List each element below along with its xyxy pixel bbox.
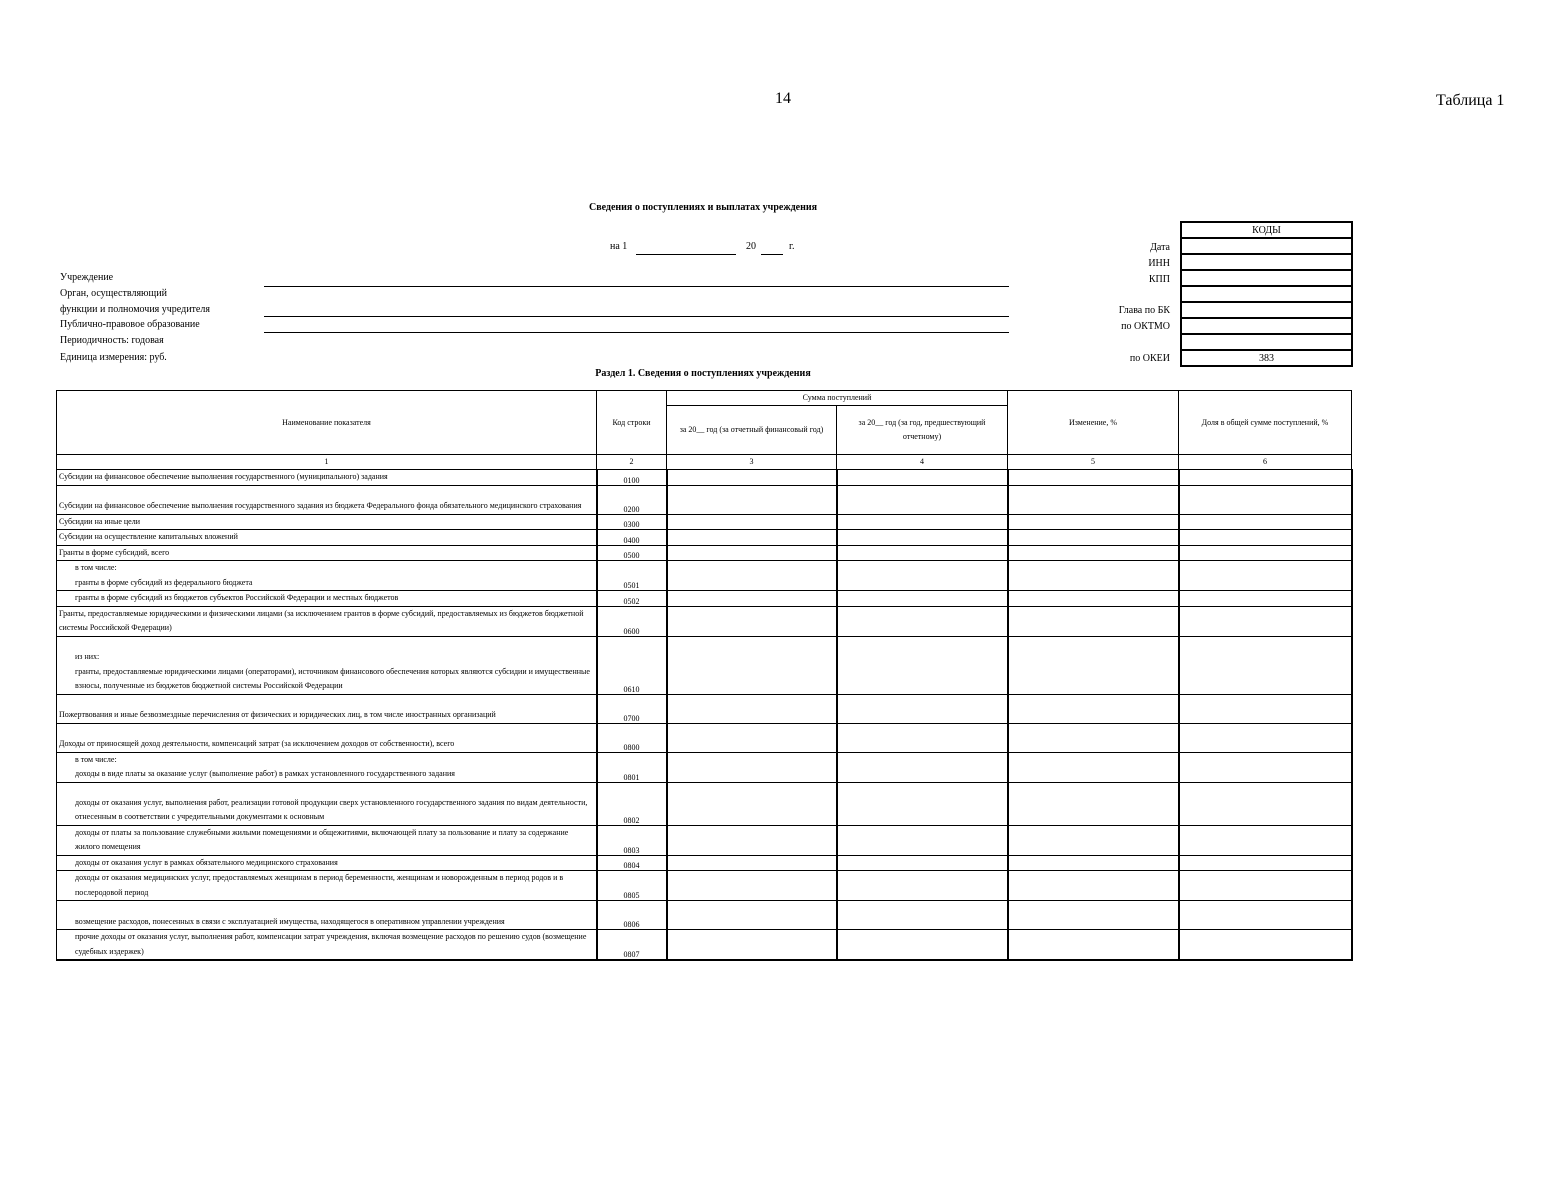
row-code: 0100	[597, 470, 667, 486]
value-report-year[interactable]	[667, 514, 837, 530]
table-row	[57, 470, 1352, 486]
row-code: 0400	[597, 530, 667, 546]
code-label-kpp: КПП	[1148, 274, 1170, 285]
table-row	[57, 855, 1352, 871]
col-number: 4	[837, 455, 1008, 470]
public-entity-line	[264, 332, 1009, 333]
value-prev-year[interactable]	[837, 514, 1008, 530]
date-line	[610, 239, 627, 254]
row-code: 0801	[597, 752, 667, 782]
value-change[interactable]	[1008, 901, 1179, 930]
form-title: Сведения о поступлениях и выплатах учреждения	[588, 202, 818, 213]
row-name: Субсидии на финансовое обеспечение выполнения государственного (муниципального) задания	[57, 470, 597, 486]
value-share[interactable]	[1179, 901, 1352, 930]
row-name: доходы от оказания услуг в рамках обязательного медицинского страхования	[57, 855, 597, 871]
value-change[interactable]	[1008, 591, 1179, 607]
row-code: 0501	[597, 561, 667, 591]
value-change[interactable]	[1008, 930, 1179, 961]
col-header-code: Код строки	[597, 391, 667, 455]
value-share[interactable]	[1179, 782, 1352, 825]
value-prev-year[interactable]	[837, 694, 1008, 723]
table-row	[57, 606, 1352, 636]
label-public-entity: Публично-правовое образование	[60, 319, 200, 330]
row-name: Субсидии на финансовое обеспечение выполнения государственного задания из бюджета Федерального фонда обязательного медицинского страхования	[57, 485, 597, 514]
col-number: 3	[667, 455, 837, 470]
value-prev-year[interactable]	[837, 485, 1008, 514]
row-code: 0300	[597, 514, 667, 530]
row-name: Пожертвования и иные безвозмездные перечисления от физических и юридических лиц, в том числе иностранных организаций	[57, 694, 597, 723]
table-row	[57, 930, 1352, 961]
value-report-year[interactable]	[667, 530, 837, 546]
col-number: 5	[1008, 455, 1179, 470]
table-row	[57, 871, 1352, 901]
value-report-year[interactable]	[667, 782, 837, 825]
value-change[interactable]	[1008, 782, 1179, 825]
label-authority-1: Орган, осуществляющий	[60, 288, 167, 299]
value-change[interactable]	[1008, 694, 1179, 723]
value-prev-year[interactable]	[837, 901, 1008, 930]
value-change[interactable]	[1008, 871, 1179, 901]
table-row	[57, 514, 1352, 530]
col-number: 1	[57, 455, 597, 470]
value-report-year[interactable]	[667, 694, 837, 723]
row-code: 0802	[597, 782, 667, 825]
value-share[interactable]	[1179, 606, 1352, 636]
value-change[interactable]	[1008, 561, 1179, 591]
row-name: прочие доходы от оказания услуг, выполнения работ, компенсации затрат учреждения, включая возмещение расходов по решению судов (возмещение судебных издержек)	[57, 930, 597, 961]
table-row	[57, 723, 1352, 752]
row-code: 0805	[597, 871, 667, 901]
value-report-year[interactable]	[667, 930, 837, 961]
date-prefix: на 1	[610, 241, 628, 252]
label-unit: Единица измерения: руб.	[60, 352, 167, 363]
col-number: 6	[1179, 455, 1352, 470]
date-year-prefix: 20	[746, 241, 756, 252]
value-change[interactable]	[1008, 825, 1179, 855]
row-code: 0600	[597, 606, 667, 636]
value-share[interactable]	[1179, 636, 1352, 694]
table-row	[57, 752, 1352, 782]
row-code: 0610	[597, 636, 667, 694]
row-code: 0807	[597, 930, 667, 961]
row-name: из них: гранты, предоставляемые юридическими лицами (операторами), источником финансового обеспечения которых являются субсидии и имущественные взносы, полученные из бюджетов бюджетной системы Российской Федерации	[57, 636, 597, 694]
col-header-receipts-group: Сумма поступлений	[667, 391, 1008, 406]
code-inn-cell[interactable]	[1181, 254, 1352, 270]
receipts-table	[56, 390, 1353, 961]
codes-header: КОДЫ	[1181, 222, 1352, 238]
codes-box	[1180, 221, 1353, 367]
value-prev-year[interactable]	[837, 530, 1008, 546]
row-name: в том числе: доходы в виде платы за оказание услуг (выполнение работ) в рамках установленного государственного задания	[57, 752, 597, 782]
code-date-cell[interactable]	[1181, 238, 1352, 254]
row-code: 0700	[597, 694, 667, 723]
value-report-year[interactable]	[667, 723, 837, 752]
value-share[interactable]	[1179, 930, 1352, 961]
value-prev-year[interactable]	[837, 636, 1008, 694]
value-prev-year[interactable]	[837, 723, 1008, 752]
row-code: 0502	[597, 591, 667, 607]
value-share[interactable]	[1179, 871, 1352, 901]
institution-line	[264, 286, 1009, 287]
table-row	[57, 901, 1352, 930]
code-glava-bk-cell[interactable]	[1181, 302, 1352, 318]
table-row	[57, 561, 1352, 591]
value-prev-year[interactable]	[837, 561, 1008, 591]
value-report-year[interactable]	[667, 752, 837, 782]
row-name: Гранты, предоставляемые юридическими и физическими лицами (за исключением грантов в форме субсидий, предоставляемых из бюджетов бюджетной системы Российской Федерации)	[57, 606, 597, 636]
value-change[interactable]	[1008, 485, 1179, 514]
row-name: гранты в форме субсидий из бюджетов субъектов Российской Федерации и местных бюджетов	[57, 591, 597, 607]
value-share[interactable]	[1179, 825, 1352, 855]
value-prev-year[interactable]	[837, 930, 1008, 961]
value-change[interactable]	[1008, 855, 1179, 871]
value-report-year[interactable]	[667, 901, 837, 930]
value-report-year[interactable]	[667, 561, 837, 591]
label-institution: Учреждение	[60, 272, 114, 283]
value-change[interactable]	[1008, 636, 1179, 694]
value-report-year[interactable]	[667, 606, 837, 636]
label-periodicity: Периодичность: годовая	[60, 335, 164, 346]
label-authority-2: функции и полномочия учредителя	[60, 304, 210, 315]
code-oktmo-cell[interactable]	[1181, 318, 1352, 334]
value-change[interactable]	[1008, 606, 1179, 636]
table-row	[57, 782, 1352, 825]
value-share[interactable]	[1179, 855, 1352, 871]
value-report-year[interactable]	[667, 470, 837, 486]
value-prev-year[interactable]	[837, 825, 1008, 855]
value-share[interactable]	[1179, 545, 1352, 561]
value-prev-year[interactable]	[837, 470, 1008, 486]
value-prev-year[interactable]	[837, 782, 1008, 825]
value-prev-year[interactable]	[837, 606, 1008, 636]
row-name: Гранты в форме субсидий, всего	[57, 545, 597, 561]
value-change[interactable]	[1008, 752, 1179, 782]
value-report-year[interactable]	[667, 825, 837, 855]
code-okei-cell: 383	[1181, 350, 1352, 366]
value-share[interactable]	[1179, 694, 1352, 723]
value-prev-year[interactable]	[837, 855, 1008, 871]
row-name: возмещение расходов, понесенных в связи с эксплуатацией имущества, находящегося в оперативном управлении учреждения	[57, 901, 597, 930]
value-report-year[interactable]	[667, 871, 837, 901]
date-day-line	[636, 254, 736, 255]
table-label: Таблица 1	[1436, 92, 1505, 109]
value-change[interactable]	[1008, 545, 1179, 561]
row-name: Субсидии на осуществление капитальных вложений	[57, 530, 597, 546]
col-header-name: Наименование показателя	[57, 391, 597, 455]
row-code: 0804	[597, 855, 667, 871]
value-share[interactable]	[1179, 752, 1352, 782]
table-row	[57, 694, 1352, 723]
value-prev-year[interactable]	[837, 545, 1008, 561]
date-suffix: г.	[789, 241, 795, 252]
value-report-year[interactable]	[667, 636, 837, 694]
value-share[interactable]	[1179, 485, 1352, 514]
row-code: 0806	[597, 901, 667, 930]
code-label-okei: по ОКЕИ	[1129, 353, 1170, 364]
col-header-prev-year: за 20__ год (за год, предшествующий отчетному)	[837, 406, 1008, 455]
value-report-year[interactable]	[667, 591, 837, 607]
code-label-glava-bk: Глава по БК	[1118, 305, 1170, 316]
value-report-year[interactable]	[667, 855, 837, 871]
table-row	[57, 545, 1352, 561]
value-prev-year[interactable]	[837, 591, 1008, 607]
date-year-line	[761, 254, 783, 255]
value-share[interactable]	[1179, 530, 1352, 546]
col-header-change: Изменение, %	[1008, 391, 1179, 455]
page-number: 14	[775, 90, 791, 107]
value-prev-year[interactable]	[837, 871, 1008, 901]
row-code: 0200	[597, 485, 667, 514]
value-share[interactable]	[1179, 514, 1352, 530]
value-change[interactable]	[1008, 530, 1179, 546]
value-share[interactable]	[1179, 561, 1352, 591]
value-share[interactable]	[1179, 723, 1352, 752]
table-row	[57, 530, 1352, 546]
row-code: 0500	[597, 545, 667, 561]
row-code: 0803	[597, 825, 667, 855]
row-name: доходы от оказания услуг, выполнения работ, реализации готовой продукции сверх установленного государственного задания по видам деятельности, отнесенным в соответствии с учредительными документами к основным	[57, 782, 597, 825]
value-prev-year[interactable]	[837, 752, 1008, 782]
row-name: в том числе: гранты в форме субсидий из федерального бюджета	[57, 561, 597, 591]
row-name: доходы от платы за пользование служебными жилыми помещениями и общежитиями, включающей плату за пользование и плату за содержание жилого помещения	[57, 825, 597, 855]
row-code: 0800	[597, 723, 667, 752]
table-row	[57, 636, 1352, 694]
value-report-year[interactable]	[667, 485, 837, 514]
authority-line	[264, 316, 1009, 317]
code-kpp-cell[interactable]	[1181, 270, 1352, 286]
code-label-inn: ИНН	[1148, 258, 1170, 269]
value-report-year[interactable]	[667, 545, 837, 561]
code-blank-cell-2[interactable]	[1181, 334, 1352, 350]
section-title: Раздел 1. Сведения о поступлениях учреждения	[595, 368, 811, 379]
table-row	[57, 485, 1352, 514]
value-share[interactable]	[1179, 591, 1352, 607]
value-share[interactable]	[1179, 470, 1352, 486]
code-blank-cell[interactable]	[1181, 286, 1352, 302]
value-change[interactable]	[1008, 470, 1179, 486]
row-name: Субсидии на иные цели	[57, 514, 597, 530]
col-header-report-year: за 20__ год (за отчетный финансовый год)	[667, 406, 837, 455]
row-name: Доходы от приносящей доход деятельности, компенсаций затрат (за исключением доходов от собственности), всего	[57, 723, 597, 752]
table-row	[57, 825, 1352, 855]
row-name: доходы от оказания медицинских услуг, предоставляемых женщинам в период беременности, женщинам и новорожденным в период родов и в послеродовой период	[57, 871, 597, 901]
code-label-date: Дата	[1150, 242, 1170, 253]
table-row	[57, 591, 1352, 607]
col-header-share: Доля в общей сумме поступлений, %	[1179, 391, 1352, 455]
col-number: 2	[597, 455, 667, 470]
code-label-oktmo: по ОКТМО	[1121, 321, 1170, 332]
value-change[interactable]	[1008, 723, 1179, 752]
value-change[interactable]	[1008, 514, 1179, 530]
